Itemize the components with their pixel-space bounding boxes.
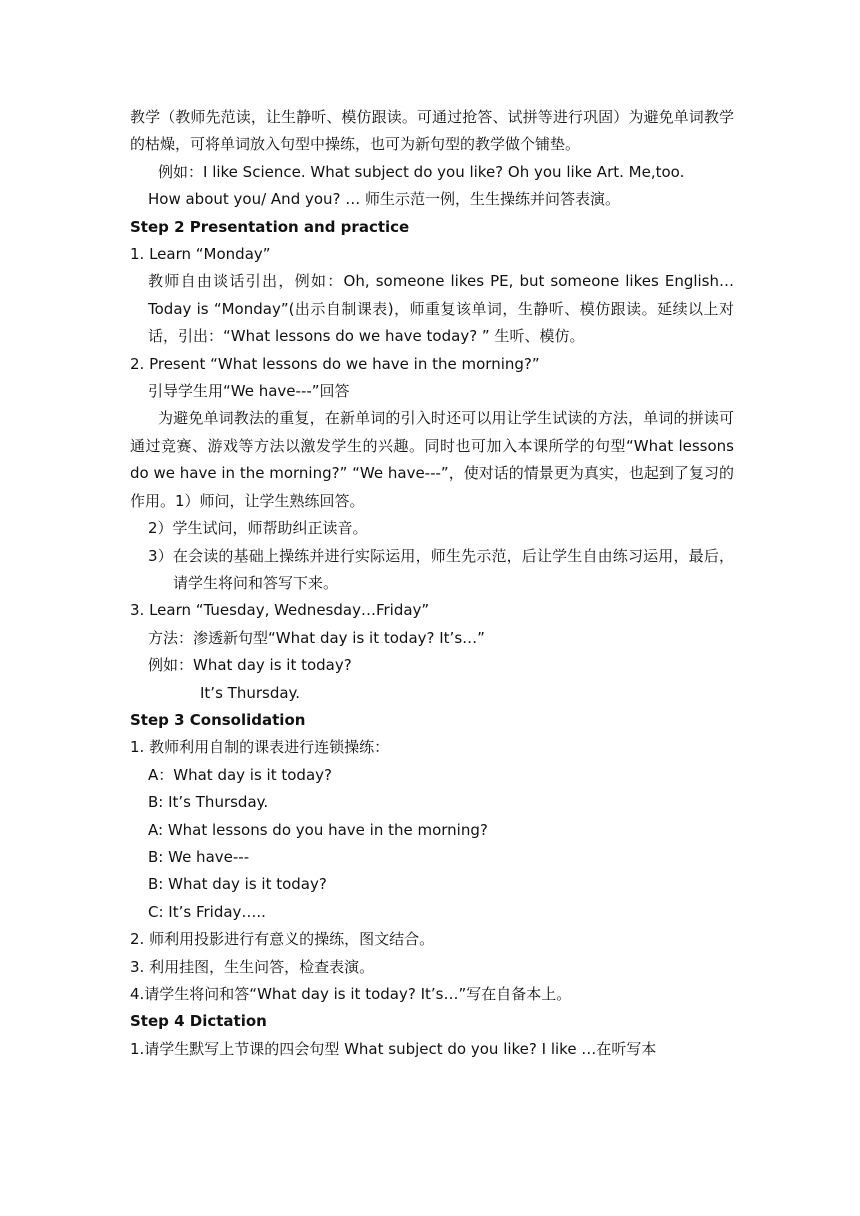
avoid-repeat-paragraph: 为避免单词教法的重复，在新单词的引入时还可以用让学生试读的方法，单词的拼读可通过竞赛、游戏等方法以激发学生的兴趣。同时也可加入本课所学的句型“What lessons do we have in the morning?” “We have---”，使对话的情景更为真实，也起到了复习的作用。1）师问，让学生熟练回答。 (130, 409, 734, 510)
example-question: 例如：What day is it today? (148, 656, 352, 675)
consolidation-4: 4.请学生将问和答“What day is it today? It’s…”写在自备本上。 (130, 985, 572, 1003)
step2-heading: Step 2 Presentation and practice (130, 217, 410, 236)
guide-answer: 引导学生用“We have---”回答 (148, 382, 350, 401)
dialog-b1: B: It’s Thursday. (148, 793, 269, 812)
dialog-a2: A: What lessons do you have in the morning? (148, 820, 488, 839)
present-question: 2. Present “What lessons do we have in the morning?” (130, 354, 540, 373)
example-answer: It’s Thursday. (200, 683, 301, 702)
dictation-1: 1.请学生默写上节课的四会句型 What subject do you like? I like …在听写本 (130, 1039, 657, 1058)
learn-weekdays: 3. Learn “Tuesday, Wednesday…Friday” (130, 601, 430, 620)
consolidation-3: 3. 利用挂图，生生问答，检查表演。 (130, 957, 375, 976)
dialog-b2: B: We have--- (148, 847, 250, 866)
sub-item-3: 3）在会读的基础上操练并进行实际运用，师生先示范，后让学生自由练习运用，最后，请学生将问和答写下来。 (148, 546, 734, 592)
step4-heading: Step 4 Dictation (130, 1012, 267, 1031)
monday-paragraph: 教师自由谈话引出，例如：Oh, someone likes PE, but someone likes English…Today is “Monday”(出示自制课表)，师重复该单词，生静听、模仿跟读。延续以上对话，引出：“What lessons do we have today? ” 生听、模仿。 (148, 272, 734, 346)
dialog-c1: C: It’s Friday….. (148, 902, 266, 921)
intro-paragraph: 教学（教师先范读，让生静听、模仿跟读。可通过抢答、试拼等进行巩固）为避免单词教学的枯燥，可将单词放入句型中操练，也可为新句型的教学做个铺垫。 (130, 108, 734, 154)
sub-item-2: 2）学生试问，师帮助纠正读音。 (148, 519, 368, 538)
step3-heading: Step 3 Consolidation (130, 710, 306, 729)
dialog-b3: B: What day is it today? (148, 875, 327, 894)
document-body (130, 104, 734, 1063)
consolidation-1: 1. 教师利用自制的课表进行连锁操练： (130, 738, 390, 757)
learn-monday: 1. Learn “Monday” (130, 245, 271, 264)
consolidation-2: 2. 师利用投影进行有意义的操练，图文结合。 (130, 930, 435, 949)
example-line-2: How about you/ And you? … 师生示范一例，生生操练并问答表演。 (148, 190, 621, 209)
method-line: 方法：渗透新句型“What day is it today? It’s…” (148, 628, 485, 647)
example-line-1: 例如：I like Science. What subject do you like? Oh you like Art. Me,too. (158, 162, 685, 181)
dialog-a1: A：What day is it today? (148, 765, 332, 784)
